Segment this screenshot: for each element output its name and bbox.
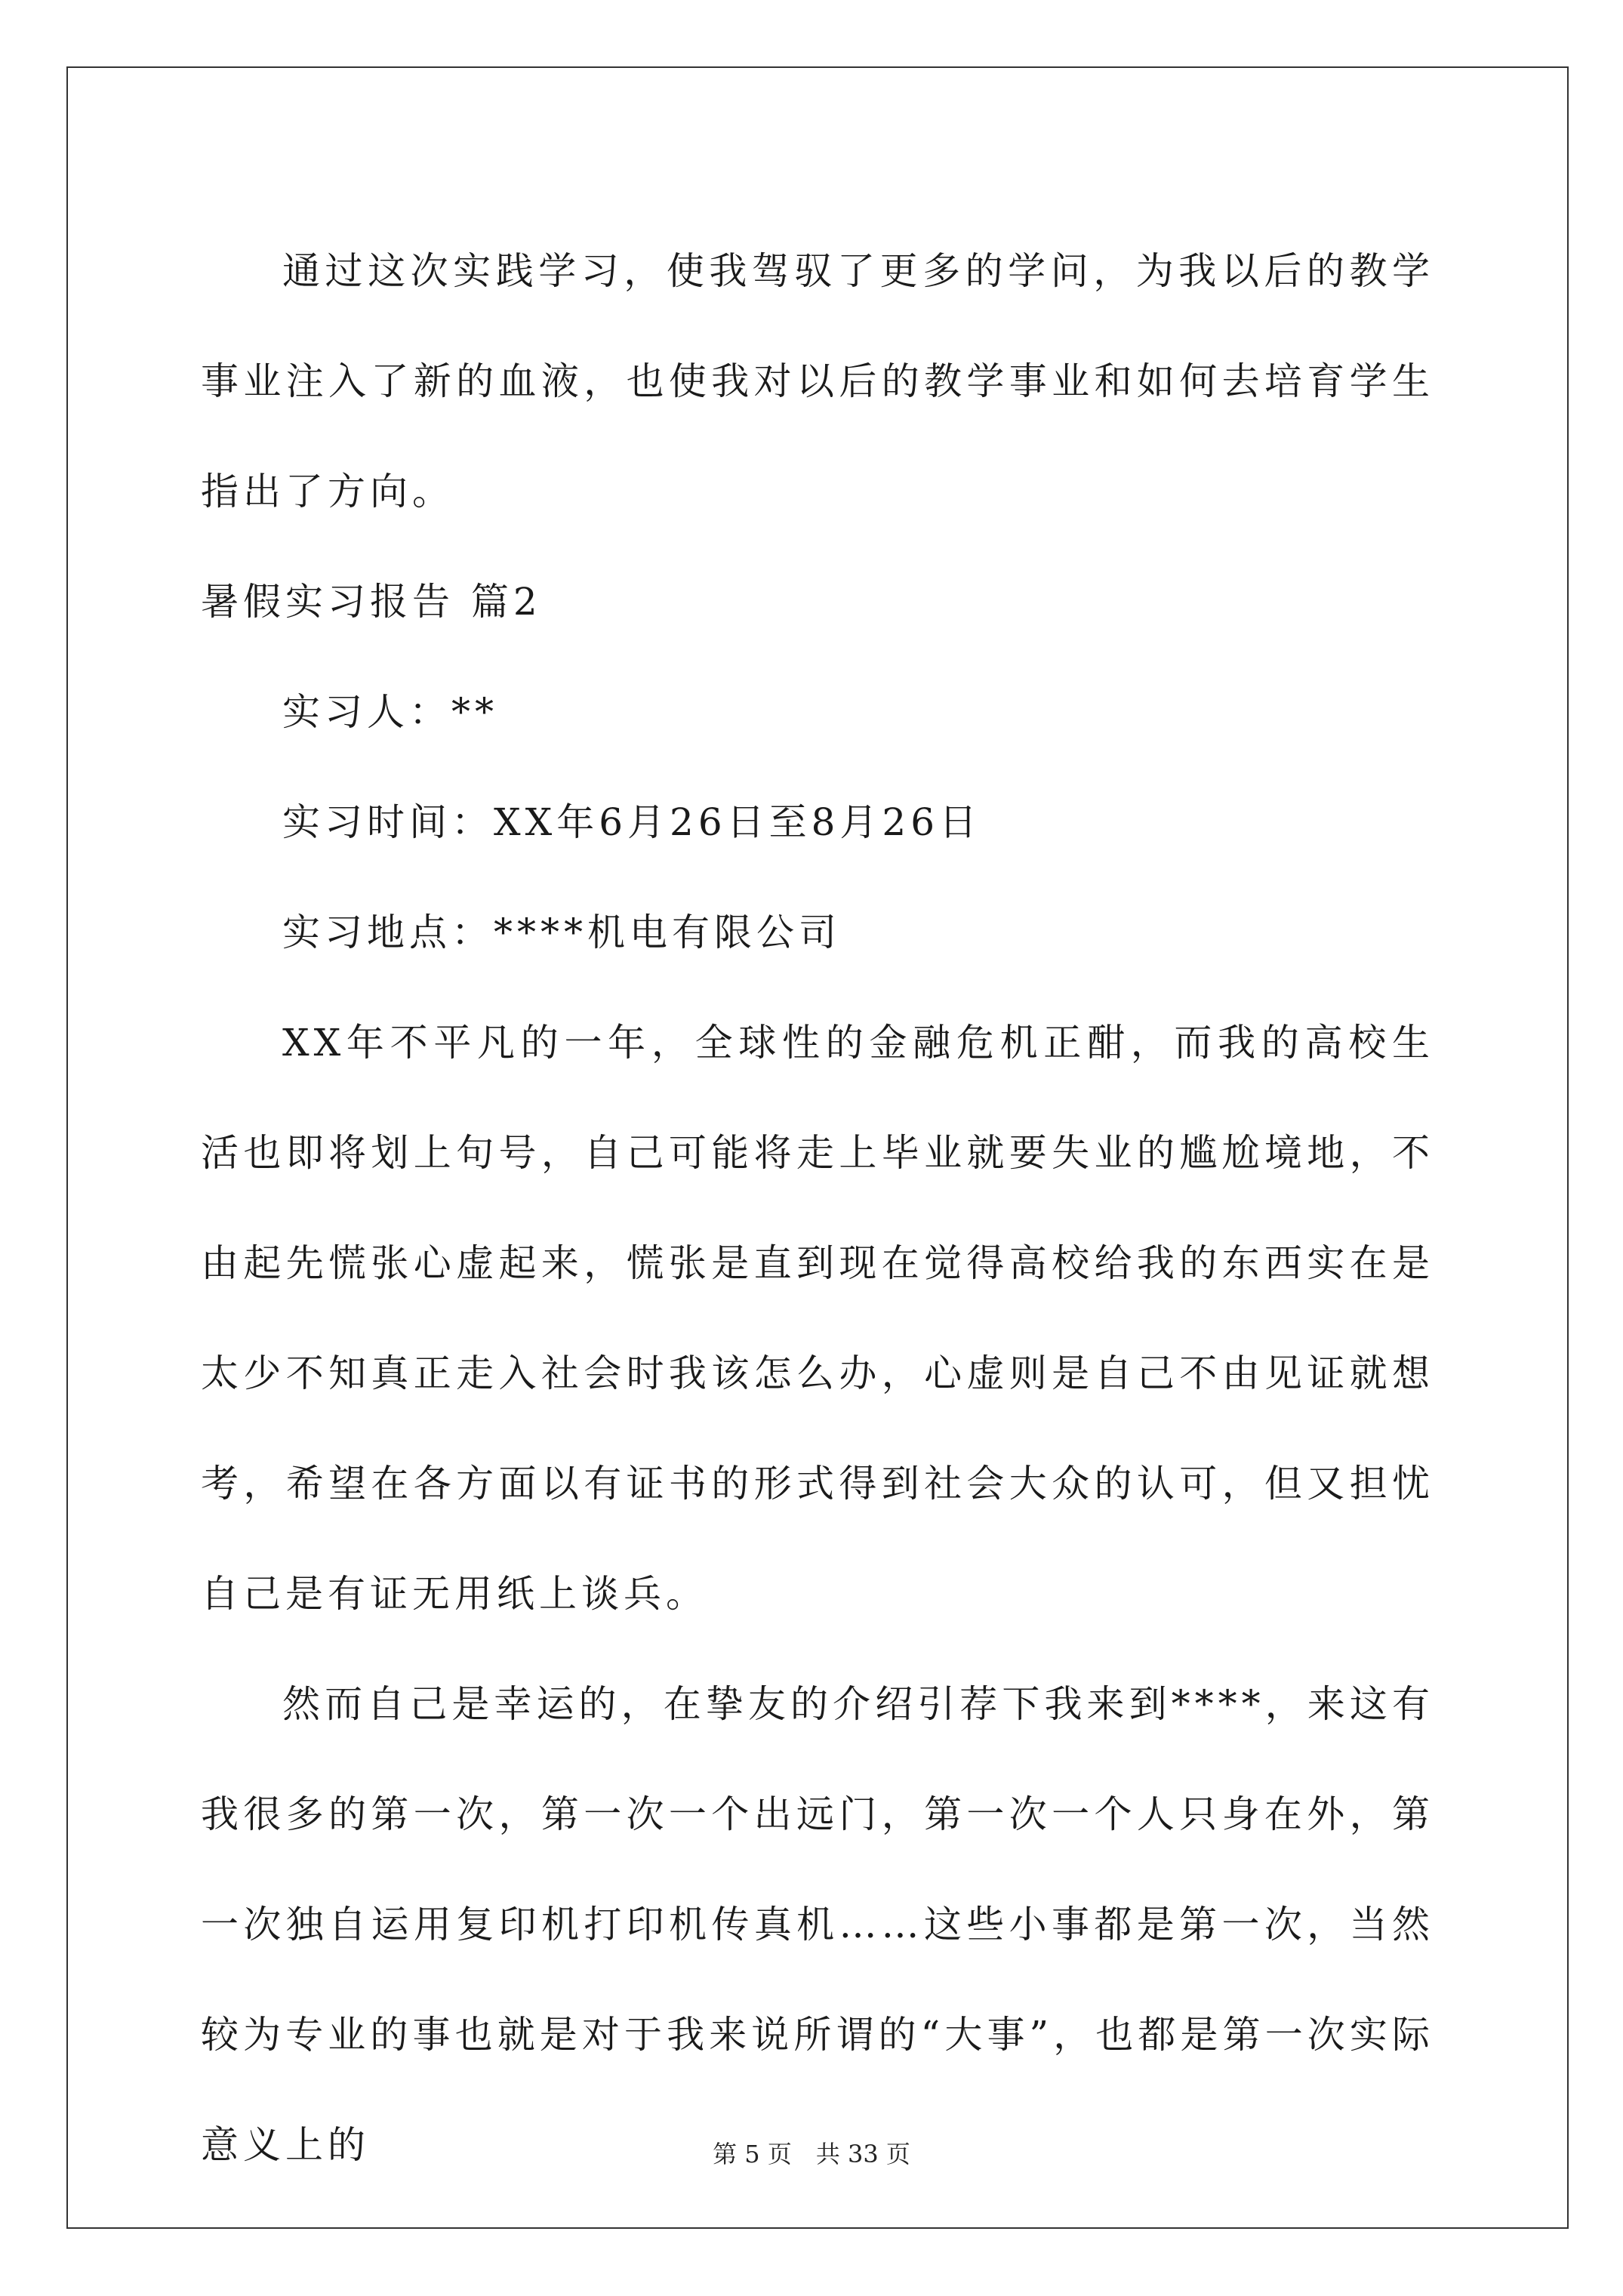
paragraph-background: XX年不平凡的一年，全球性的金融危机正酣，而我的高校生活也即将划上句号，自己可能将走上毕业就要失业的尴尬境地，不由起先慌张心虚起来，慌张是直到现在觉得高校给我的东西实在是太少不知真正走入社会时我该怎么办，心虚则是自己不由见证就想考，希望在各方面以有证书的形式得到社会大众的认可，但又担忧自己是有证无用纸上谈兵。 [201, 1021, 1434, 1616]
page-number-footer: 第 5 页 共 33 页 [713, 2140, 910, 2168]
intern-name-line: 实习人：** [282, 690, 498, 734]
paragraph-first-times: 然而自己是幸运的，在挚友的介绍引荐下我来到****，来这有我很多的第一次，第一次一个出远门，第一次一个人只身在外，第一次独自运用复印机打印机传真机……这些小事都是第一次，当然较为专业的事也就是对于我来说所谓的“大事”，也都是第一次实际意义上的 [201, 1682, 1434, 2167]
document-body [201, 216, 1434, 2200]
intern-time-line: 实习时间：XX年6月26日至8月26日 [282, 800, 982, 844]
intern-location-line: 实习地点：****机电有限公司 [282, 911, 841, 954]
paragraph-conclusion: 通过这次实践学习，使我驾驭了更多的学问，为我以后的教学事业注入了新的血液，也使我对以后的教学事业和如何去培育学生指出了方向。 [201, 249, 1434, 513]
section-heading: 暑假实习报告 篇2 [201, 580, 542, 624]
